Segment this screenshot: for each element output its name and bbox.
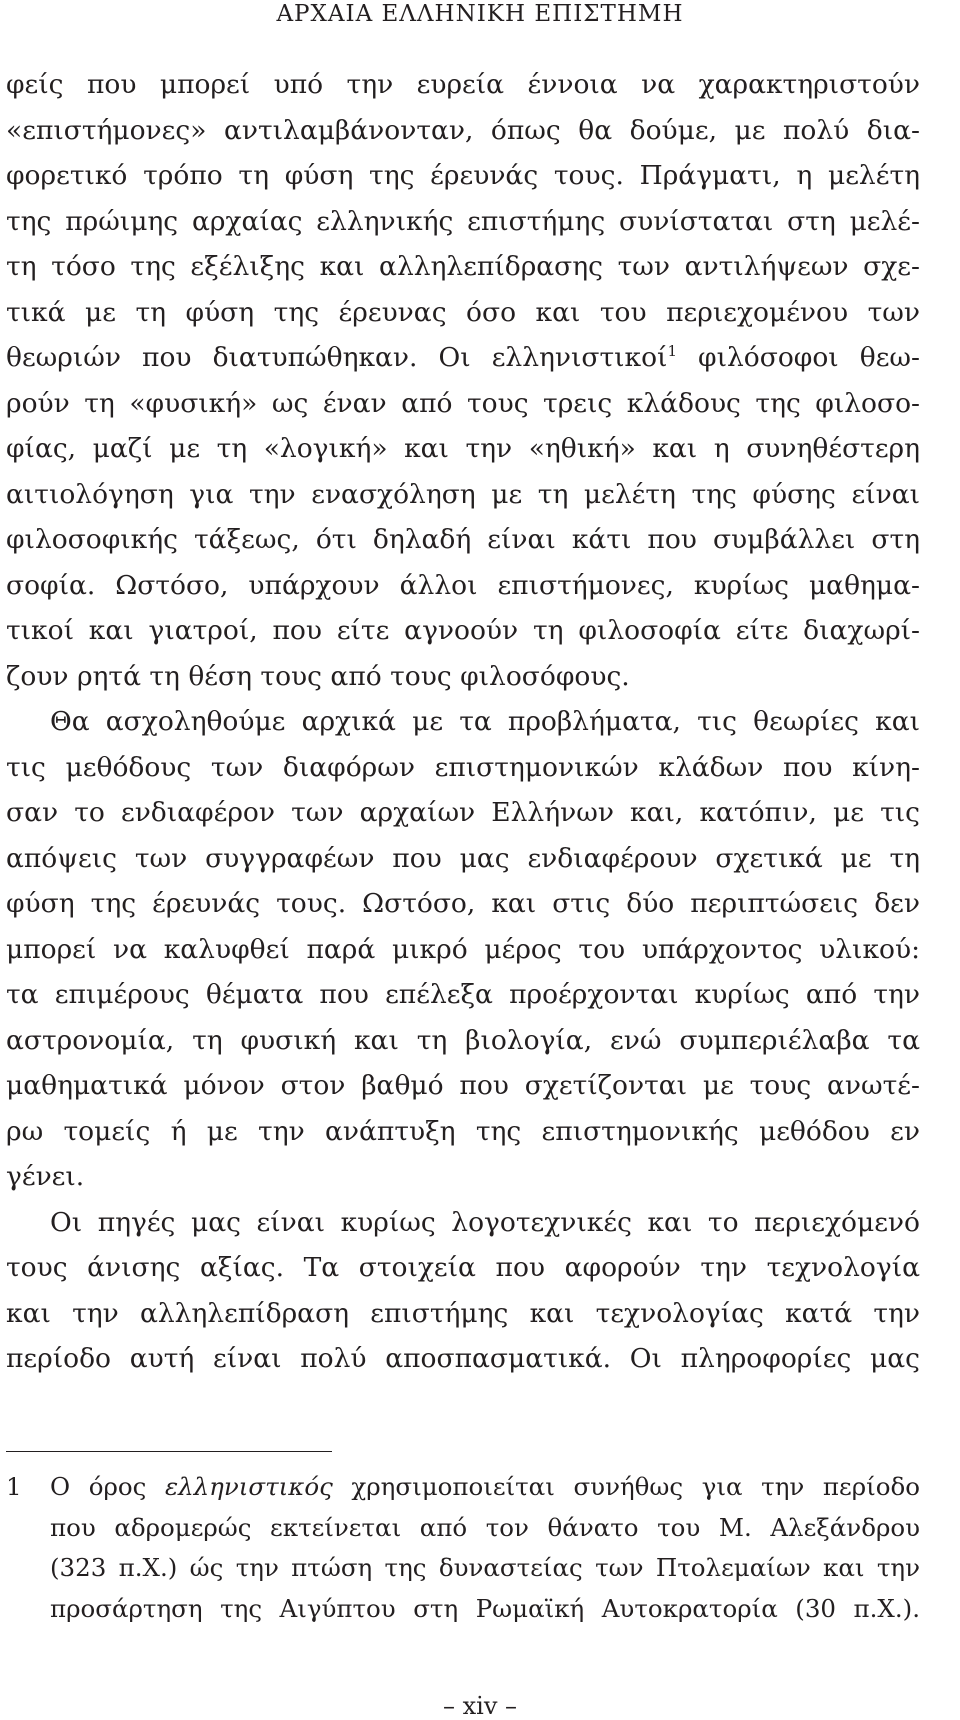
text-line: τις μεθόδους των διαφόρων επιστημονικών κλάδων που κίνη- [6,751,920,783]
text-line: τικά με τη φύση της έρευνας όσο και του περιεχομένου των [6,296,920,328]
paragraph-first-line: Οι πηγές μας είναι κυρίως λογοτεχνικές και το περιεχόμενό [50,1206,920,1238]
text-line: φορετικό τρόπο τη φύση της έρευνάς τους. Πράγματι, η μελέτη [6,160,920,191]
footnote-divider [6,1451,332,1452]
footnote-reference[interactable]: 1 [667,342,677,360]
text-line: φιλοσοφικής τάξεως, ότι δηλαδή είναι κάτι που συμβάλλει στη [6,524,920,555]
text-line-with-footnote-ref [6,335,920,381]
text-segment: θεωριών που διατυπώθηκαν. Οι ελληνιστικοί [6,342,668,373]
text-line: τικοί και γιατροί, που είτε αγνοούν τη φιλοσοφία είτε διαχωρί- [6,615,920,646]
text-line: φίας, μαζί με τη «λογική» και την «ηθική» και η συνηθέστερη [6,433,920,464]
footnote-line: που αδρομερώς εκτείνεται από τον θάνατο του Μ. Αλεξάνδρου [50,1512,920,1542]
text-line: περίοδο αυτή είναι πολύ αποσπασματικά. Οι πληροφορίες μας [6,1343,920,1374]
text-line: ρω τομείς ή με την ανάπτυξη της επιστημονικής μεθόδου εν [6,1115,920,1147]
text-line: μαθηματικά μόνον στον βαθμό που σχετίζονται με τους ανωτέ- [6,1070,920,1101]
italic-term: ελληνιστικός [164,1472,333,1501]
footnote-body [50,1467,920,1629]
footnote-line [50,1467,920,1508]
text-line: τα επιμέρους θέματα που επέλεξα προέρχονται κυρίως από την [6,979,920,1010]
text-line: τη τόσο της εξέλιξης και αλληλεπίδρασης των αντιλήψεων σχε- [6,251,920,282]
page-number: – xiv – [442,1692,518,1720]
text-line: φύση της έρευνάς τους. Ωστόσο, και στις δύο περιπτώσεις δεν [6,888,920,919]
running-head: ΑΡΧΑΙΑ ΕΛΛΗΝΙΚΗ ΕΠΙΣΤΗΜΗ [276,1,684,27]
text-line: φείς που μπορεί υπό την ευρεία έννοια να χαρακτηριστούν [6,69,920,100]
text-line: ρούν τη «φυσική» ως έναν από τους τρεις κλάδους της φιλοσο- [6,387,920,419]
text-line: αστρονομία, τη φυσική και τη βιολογία, ενώ συμπεριέλαβα τα [6,1024,920,1056]
text-line: γένει. [6,1161,85,1192]
text-line: ζουν ρητά τη θέση τους από τους φιλοσόφους. [6,660,630,692]
text-line: «επιστήμονες» αντιλαμβάνονταν, όπως θα δούμε, με πολύ δια- [6,114,920,146]
text-line: της πρώιμης αρχαίας ελληνικής επιστήμης συνίσταται στη μελέ- [6,205,920,237]
footnote-number: 1 [6,1472,22,1501]
text-line: σοφία. Ωστόσο, υπάρχουν άλλοι επιστήμονες, κυρίως μαθημα- [6,569,920,601]
paragraph-first-line: Θα ασχοληθούμε αρχικά με τα προβλήματα, τις θεωρίες και [50,706,920,737]
text-segment: Ο όρος [50,1472,165,1501]
text-line: και την αλληλεπίδραση επιστήμης και τεχνολογίας κατά την [6,1297,920,1329]
footnote-line: προσάρτηση της Αιγύπτου στη Ρωμαϊκή Αυτοκρατορία (30 π.Χ.). [50,1593,920,1623]
text-line: τους άνισης αξίας. Τα στοιχεία που αφορούν την τεχνολογία [6,1252,920,1283]
text-segment: φιλόσοφοι θεω- [676,342,920,373]
footnote [6,1467,920,1629]
text-segment: χρησιμοποιείται συνήθως για την περίοδο [332,1472,920,1501]
text-line: αιτιολόγηση για την ενασχόληση με τη μελέτη της φύσης είναι [6,478,920,510]
footnote-line: (323 π.Χ.) ώς την πτώση της δυναστείας των Πτολεμαίων και την [50,1553,920,1582]
text-line: μπορεί να καλυφθεί παρά μικρό μέρος του υπάρχοντος υλικού: [6,933,920,965]
text-line: σαν το ενδιαφέρον των αρχαίων Ελλήνων και, κατόπιν, με τις [6,797,920,828]
text-line: απόψεις των συγγραφέων που μας ενδιαφέρουν σχετικά με τη [6,842,920,874]
body-text [6,62,920,1382]
